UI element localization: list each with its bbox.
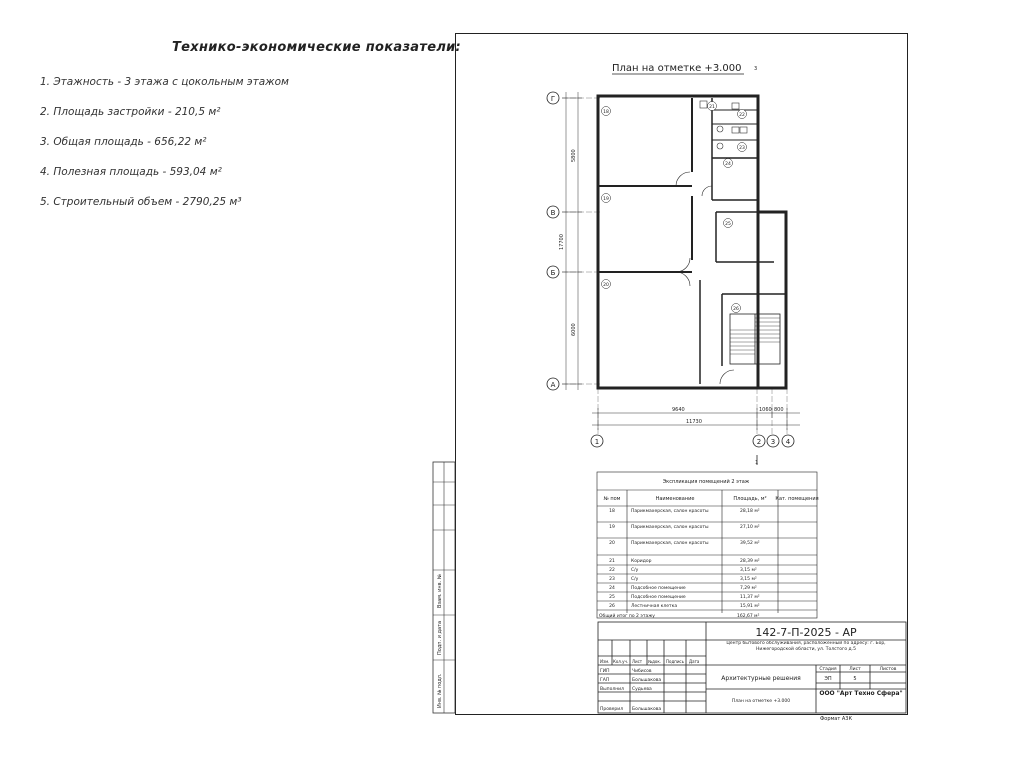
row-18-area: 28,18 м² — [740, 509, 760, 514]
tep-item-3: 3. Общая площадь - 656,22 м² — [40, 136, 207, 148]
explication-total-value: 162,67 м² — [737, 614, 760, 619]
dim-left-top: 5800 — [571, 149, 577, 162]
col-sign: Подпись — [666, 659, 684, 664]
row-21-name: Коридор — [631, 559, 652, 564]
explication-title: Экспликация помещений 2 этаж — [662, 479, 750, 485]
room-mark-25: 25 — [725, 222, 731, 227]
row-23-name: С/у — [631, 577, 639, 582]
row-22-name: С/у — [631, 568, 639, 573]
axis-number-4: 4 — [785, 438, 791, 446]
tep-item-4: 4. Полезная площадь - 593,04 м² — [40, 166, 222, 178]
side-label-1: Взам. инв. № — [437, 574, 443, 608]
col-cat-header: Кат. помещения — [775, 496, 819, 502]
room-mark-18: 18 — [603, 110, 609, 115]
plan-title: План на отметке +3.000 — [612, 63, 742, 74]
row-23-num: 23 — [609, 577, 615, 582]
tep-title: Технико-экономические показатели: — [172, 40, 462, 55]
stamp-name-1: Чибисов — [632, 669, 652, 674]
stamp-name-2: Большакова — [632, 678, 662, 683]
col-num-header: № пом — [603, 496, 621, 502]
row-23-area: 3,15 м² — [740, 577, 757, 582]
stamp-role-2: ГАП — [600, 678, 610, 683]
stamp-name-3: Судьева — [632, 687, 652, 692]
dim-bottom-small: 800 — [774, 407, 784, 413]
col-kol: Кол.уч. — [613, 659, 629, 664]
stamp-role-3: Выполнил — [600, 687, 624, 692]
stamp-name-5: Большакова — [632, 707, 662, 712]
room-mark-26: 26 — [733, 307, 739, 312]
dim-bottom-total: 11730 — [686, 419, 702, 425]
stamp-sheets-header: Листов — [879, 667, 897, 672]
axis-number-1: 1 — [594, 438, 600, 446]
row-20-num: 20 — [609, 541, 615, 546]
tep-item-5: 5. Строительный объем - 2790,25 м³ — [40, 196, 242, 208]
axis-letter-b: Б — [550, 269, 556, 277]
side-label-2: Подп. и дата — [437, 620, 443, 655]
row-21-num: 21 — [609, 559, 615, 564]
dim-bottom-main: 9640 — [672, 407, 685, 413]
axis-number-2: 2 — [756, 438, 762, 446]
axis-letter-v: В — [550, 209, 556, 217]
stamp-role-1: ГИП — [600, 669, 610, 674]
stamp-sheet-name: План на отметке +3.000 — [731, 699, 791, 704]
svg-text:3: 3 — [754, 66, 758, 72]
col-doc: №док. — [648, 659, 662, 664]
tep-item-1: 1. Этажность - 3 этажа с цокольным этажом — [40, 76, 289, 88]
row-22-num: 22 — [609, 568, 615, 573]
row-22-area: 3,15 м² — [740, 568, 757, 573]
stamp-project: Центр бытового обслуживания, расположенный по адресу: г. Бор, Нижегородской области, ул. Толстого д.5 — [726, 641, 886, 652]
col-izm: Изм. — [600, 659, 610, 664]
room-mark-22: 22 — [739, 113, 745, 118]
row-24-name: Подсобное помещение — [631, 586, 686, 591]
stamp-role-5: Проверил — [600, 707, 624, 712]
col-name-header: Наименование — [655, 496, 695, 502]
row-25-name: Подсобное помещение — [631, 595, 686, 600]
row-18-name: Парикмахерская, салон красоты — [631, 509, 709, 514]
row-19-area: 27,10 м² — [740, 525, 760, 530]
tep-item-2: 2. Площадь застройки - 210,5 м² — [40, 106, 221, 118]
row-26-area: 15,91 м² — [740, 604, 760, 609]
stamp-section: Архитектурные решения — [721, 675, 801, 682]
stamp-stage: ЭП — [824, 676, 832, 682]
stamp-sheet-header: Лист — [849, 667, 861, 672]
row-24-num: 24 — [609, 586, 615, 591]
room-mark-24: 24 — [725, 162, 731, 167]
stamp-code: 142-7-П-2025 - АР — [755, 626, 857, 639]
room-mark-19: 19 — [603, 197, 609, 202]
stamp-format: Формат А3К — [820, 716, 853, 722]
col-date: Дата — [689, 659, 700, 664]
room-mark-23: 23 — [739, 146, 745, 151]
axis-letter-a: А — [550, 381, 556, 389]
row-20-area: 39,52 м² — [740, 541, 760, 546]
row-18-num: 18 — [609, 509, 615, 514]
axis-letter-g: Г — [550, 95, 556, 103]
svg-text:1: 1 — [755, 460, 759, 466]
row-26-name: Лестничная клетка — [631, 604, 678, 609]
row-19-name: Парикмахерская, салон красоты — [631, 525, 709, 530]
row-19-num: 19 — [609, 525, 615, 530]
dim-bottom-side: 1060 — [759, 407, 772, 413]
stamp-sheet: 5 — [853, 676, 857, 682]
dim-left-bottom: 6000 — [571, 323, 577, 336]
explication-total-label: Общий итог по 2 этажу — [599, 614, 655, 619]
col-area-header: Площадь, м² — [733, 496, 767, 502]
room-mark-21: 21 — [709, 105, 715, 110]
row-24-area: 7,29 м² — [740, 586, 757, 591]
row-26-num: 26 — [609, 604, 615, 609]
dim-left-mid: 17700 — [559, 234, 565, 250]
axis-number-3: 3 — [770, 438, 776, 446]
stamp-stage-header: Стадия — [819, 667, 837, 672]
side-label-3: Инв. № подл. — [437, 673, 443, 708]
room-mark-20: 20 — [603, 283, 609, 288]
row-25-num: 25 — [609, 595, 615, 600]
row-21-area: 28,39 м² — [740, 559, 760, 564]
row-20-name: Парикмахерская, салон красоты — [631, 541, 709, 546]
row-25-area: 11,37 м² — [740, 595, 760, 600]
stamp-company: ООО "Арт Техно Сфера" — [819, 690, 903, 697]
col-list: Лист — [632, 659, 643, 664]
